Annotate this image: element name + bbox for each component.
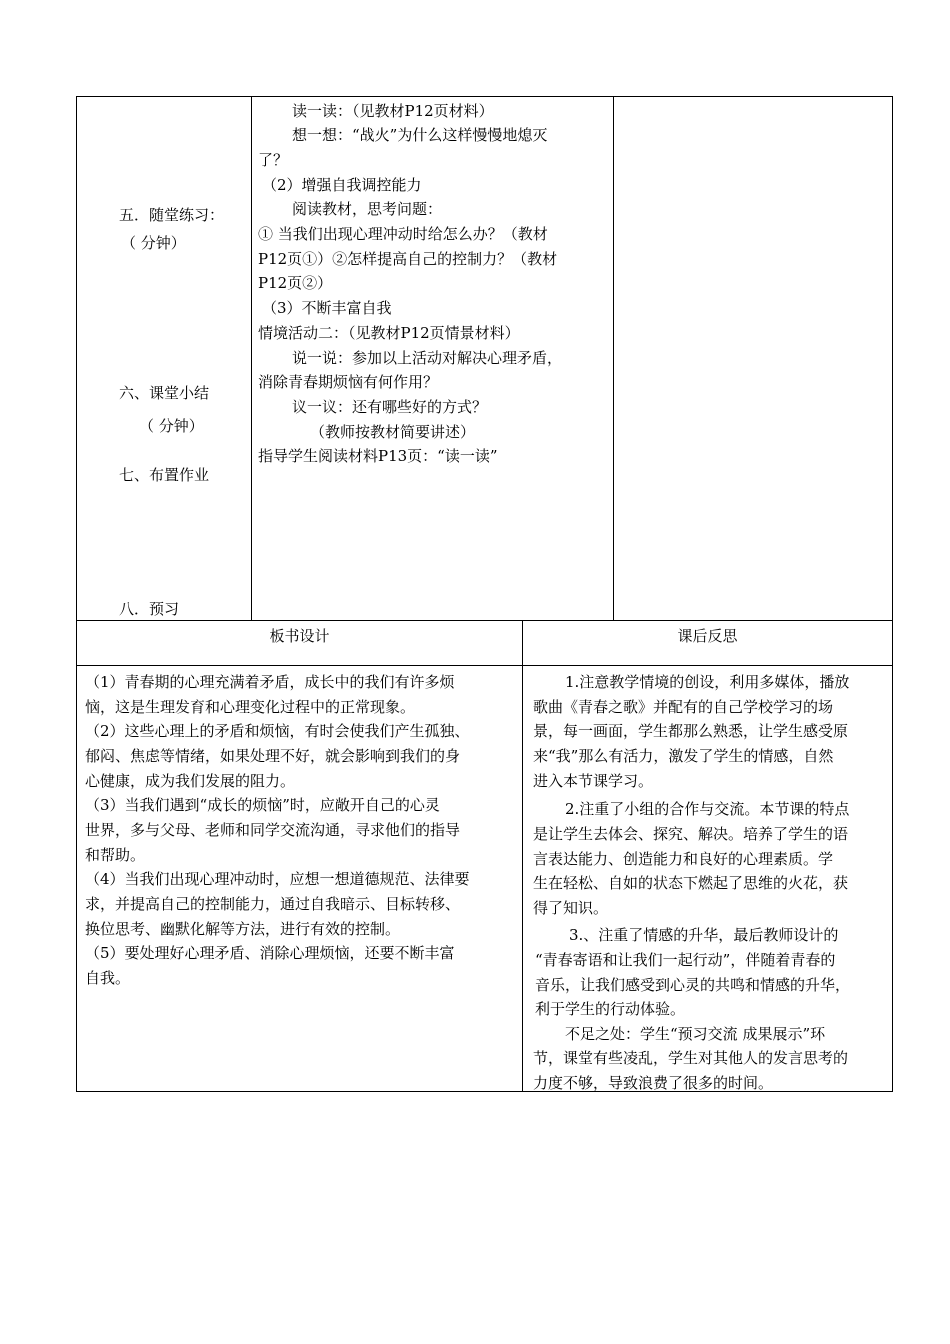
middle-column [252,97,614,620]
reflection-line: “青春寄语和让我们一起行动”，伴随着青春的 [535,951,836,969]
mid-line: 议一议：还有哪些好的方式？ [292,398,488,416]
board-line: 郁闷、焦虑等情绪，如果处理不好，就会影响到我们的身 [85,747,461,765]
board-line: （4）当我们出现心理冲动时，应想一想道德规范、法律要 [85,870,470,888]
reflection-line: 是让学生去体会、探究、解决。培养了学生的语 [533,825,849,843]
section8-title: 八．预习 [119,600,180,618]
mid-line: 指导学生阅读材料P13页：“读一读” [258,447,498,465]
reflection-header: 课后反思 [677,627,738,645]
left-column [77,97,251,620]
board-reflection-table [76,620,893,1092]
reflection-line: 来“我”那么有活力，激发了学生的情感，自然 [533,747,834,765]
board-line: 求，并提高自己的控制能力，通过自我暗示、目标转移、 [85,895,461,913]
board-line: 恼，这是生理发育和心理变化过程中的正常现象。 [85,698,416,716]
board-line: 和帮助。 [85,846,146,864]
section5-title: 五．随堂练习： [119,206,225,224]
reflection-line: 利于学生的行动体验。 [535,1000,686,1018]
reflection-line: 2.注重了小组的合作与交流。本节课的特点 [565,800,850,818]
mid-line: 想一想：“战火”为什么这样慢慢地熄灭 [292,126,548,144]
section7-title: 七、布置作业 [119,466,210,484]
board-line: 世界，多与父母、老师和同学交流沟通，寻求他们的指导 [85,821,461,839]
section5-time: （ 分钟） [121,234,186,252]
reflection-line: 音乐，让我们感受到心灵的共鸣和情感的升华， [535,976,851,994]
mid-line: （2）增强自我调控能力 [262,176,422,194]
board-line: 自我。 [85,969,131,987]
board-line: （3）当我们遇到“成长的烦恼”时，应敞开自己的心灵 [85,796,440,814]
board-line: （2）这些心理上的矛盾和烦恼，有时会使我们产生孤独、 [85,722,470,740]
mid-line: 阅读教材，思考问题： [292,200,443,218]
lesson-plan-table [76,96,893,621]
board-line: 心健康，成为我们发展的阻力。 [85,772,296,790]
reflection-line: 1.注意教学情境的创设，利用多媒体，播放 [565,673,850,691]
reflection-line: 景，每一画面，学生都那么熟悉，让学生感受原 [533,722,849,740]
board-line: （1）青春期的心理充满着矛盾，成长中的我们有许多烦 [85,673,455,691]
reflection-line: 进入本节课学习。 [533,772,654,790]
reflection-line: 言表达能力、创造能力和良好的心理素质。学 [533,850,834,868]
board-line: 换位思考、幽默化解等方法，进行有效的控制。 [85,920,401,938]
board-line: （5）要处理好心理矛盾、消除心理烦恼，还要不断丰富 [85,944,455,962]
mid-line: 说一说：参加以上活动对解决心理矛盾， [292,349,563,367]
reflection-line: 节，课堂有些凌乱，学生对其他人的发言思考的 [533,1049,849,1067]
mid-line: 消除青春期烦恼有何作用？ [258,373,439,391]
mid-line: 了？ [258,151,289,169]
mid-line: 读一读：（见教材P12页材料） [292,102,494,120]
section6-time: （ 分钟） [139,417,204,435]
reflection-line: 得了知识。 [533,899,609,917]
reflection-line: 力度不够，导致浪费了很多的时间。 [533,1074,774,1092]
mid-line: ① 当我们出现心理冲动时给怎么办？（教材 [258,225,548,243]
mid-line: 情境活动二：（见教材P12页情景材料） [258,324,520,342]
mid-line: P12页①）②怎样提高自己的控制力？（教材 [258,250,558,268]
column-divider [522,621,523,1091]
reflection-line: 生在轻松、自如的状态下燃起了思维的火花，获 [533,874,849,892]
reflection-line: 歌曲《青春之歌》并配有的自己学校学习的场 [533,698,834,716]
board-design-header: 板书设计 [269,627,330,645]
reflection-line: 不足之处：学生“预习交流 成果展示”环 [565,1025,826,1043]
section6-title: 六、课堂小结 [119,384,210,402]
reflection-line: 3.、注重了情感的升华，最后教师设计的 [569,926,839,944]
header-divider [77,665,892,666]
mid-line: （教师按教材简要讲述） [310,423,476,441]
mid-line: （3）不断丰富自我 [262,299,392,317]
mid-line: P12页②） [258,274,333,292]
